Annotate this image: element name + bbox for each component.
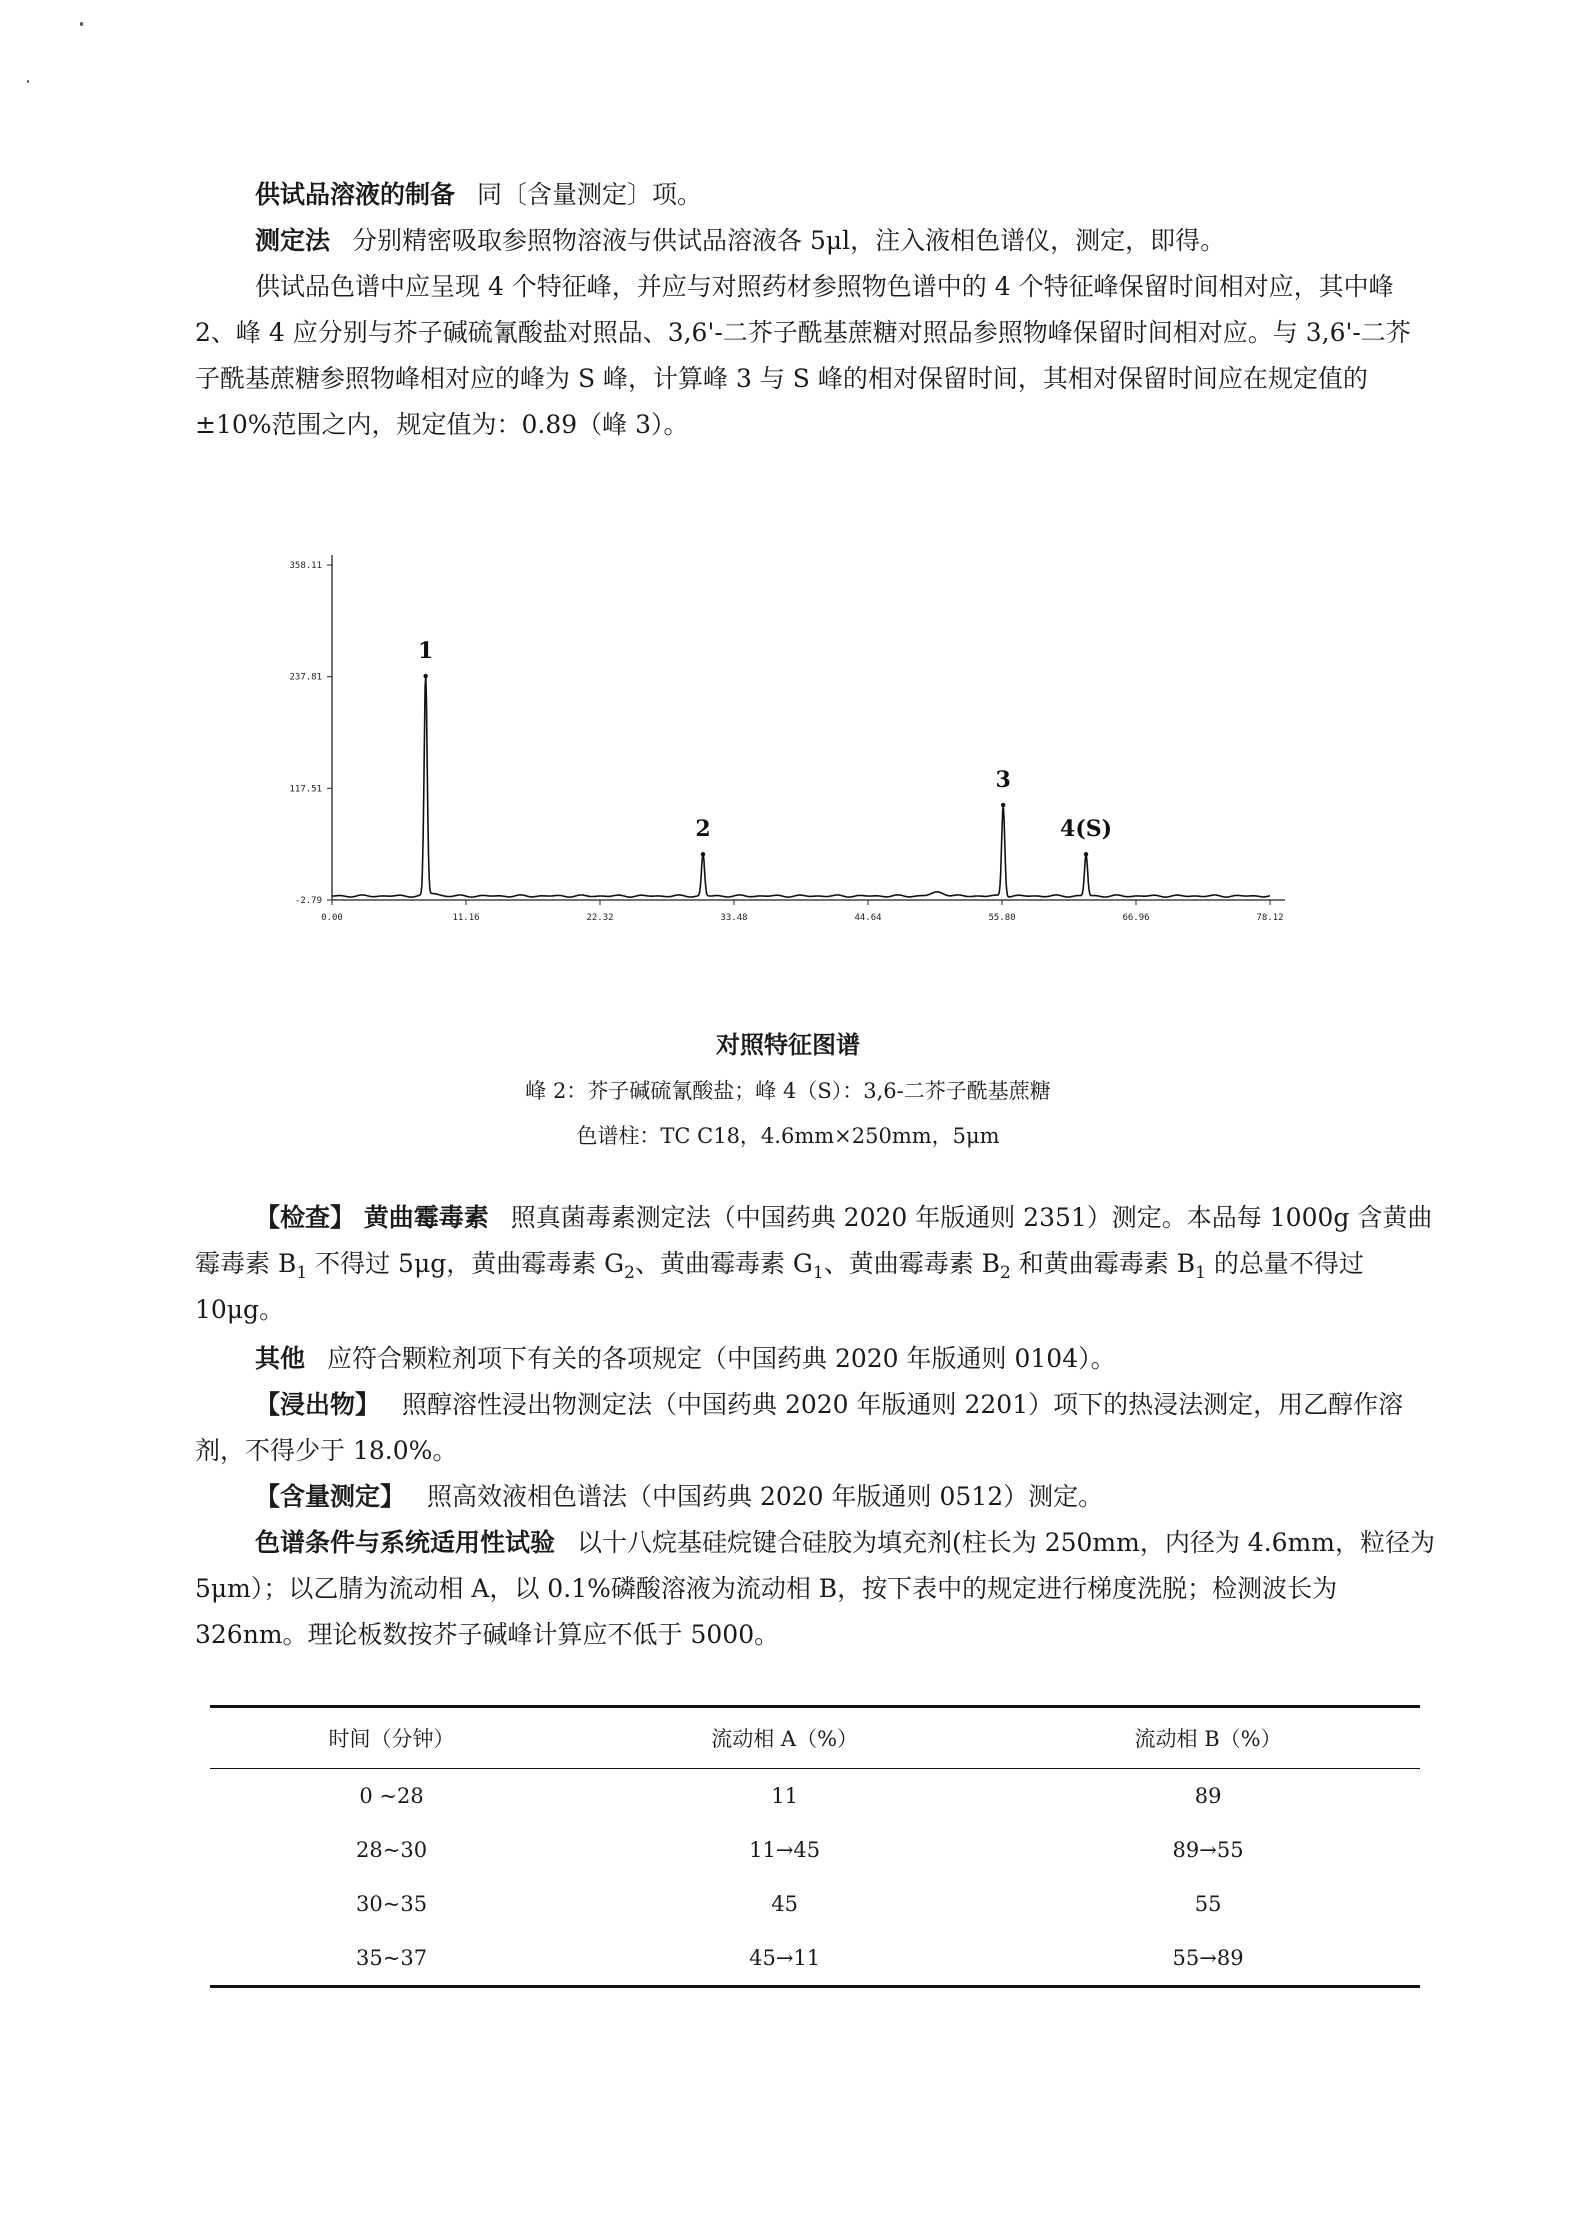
chromatogram-trace (332, 675, 1270, 897)
requirement-paragraph: 供试品色谱中应呈现 4 个特征峰，并应与对照药材参照物色谱中的 4 个特征峰保留时间相对应，其中峰 2、峰 4 应分别与芥子碱硫氰酸盐对照品、3,6'-二芥子酰基蔗糖对照品参照物峰保留时间相对应。与 3,6'-二芥子酰基蔗糖参照物峰相对应的峰为 S 峰，计算峰 3 与 S 峰的相对保留时间，其相对保留时间应在规定值的±10%范围之内，规定值为：0.89（峰 3）。 (195, 272, 1411, 439)
prep-paragraph (195, 172, 1435, 218)
method-heading: 测定法 (255, 226, 331, 255)
table-cell: 89→55 (1172, 1838, 1244, 1862)
subscript: 1 (1195, 1263, 1206, 1283)
chromatogram-chart (270, 545, 1400, 945)
check-text: 照真菌毒素测定法（中国药典 2020 年版通则 2351）测定。本品每 1000g 含黄曲霉毒素 B (195, 1203, 1433, 1278)
table-cell: 55→89 (1172, 1946, 1244, 1970)
peak-apex-marker (1001, 803, 1005, 807)
other-text: 应符合颗粒剂项下有关的各项规定（中国药典 2020 年版通则 0104）。 (327, 1344, 1116, 1373)
table-cell: 11 (771, 1784, 798, 1808)
figure-column-note: 色谱柱：TC C18，4.6mm×250mm，5μm (576, 1124, 1000, 1148)
check-text: 、黄曲霉毒素 G (634, 1249, 813, 1278)
figure-title: 对照特征图谱 (716, 1031, 860, 1059)
peak-label: 3 (995, 767, 1011, 794)
scan-speck (80, 22, 83, 26)
x-tick-label: 66.96 (1122, 913, 1150, 923)
prep-heading: 供试品溶液的制备 (255, 180, 456, 209)
check-paragraph (195, 1195, 1435, 1333)
y-tick-label: 237.81 (289, 672, 322, 683)
table-cell: 45 (771, 1892, 798, 1916)
assay-paragraph (195, 1474, 1435, 1520)
table-cell: 28~30 (356, 1838, 428, 1862)
check-text: 、黄曲霉毒素 B (823, 1249, 1001, 1278)
table-cell: 89 (1194, 1784, 1222, 1808)
peak-label: 1 (417, 638, 434, 665)
x-tick-label: 11.16 (452, 913, 480, 923)
x-tick-label: 44.64 (854, 913, 882, 923)
method-text: 分别精密吸取参照物溶液与供试品溶液各 5μl，注入液相色谱仪，测定，即得。 (352, 226, 1226, 255)
y-tick-label: -2.79 (294, 896, 322, 906)
conditions-heading: 色谱条件与系统适用性试验 (255, 1528, 556, 1557)
table-header-cell: 流动相 B（%） (1134, 1727, 1282, 1751)
y-tick-label: 358.11 (289, 561, 322, 571)
table-cell: 55 (1194, 1892, 1222, 1916)
x-tick-label: 33.48 (720, 913, 748, 923)
method-paragraph (195, 218, 1435, 264)
check-text: 的总量不得过 10μg。 (195, 1249, 1364, 1324)
x-tick-label: 22.32 (586, 913, 614, 923)
subscript: 2 (1000, 1263, 1011, 1283)
gradient-table (210, 1705, 1420, 1988)
prep-text: 同〔含量测定〕项。 (477, 180, 703, 209)
extract-paragraph (195, 1382, 1435, 1474)
peak-apex-marker (423, 674, 427, 678)
table-cell: 45→11 (749, 1946, 821, 1970)
table-row (210, 1823, 1420, 1877)
peak-label: 4(S) (1060, 816, 1113, 843)
x-tick-label: 55.80 (988, 913, 1016, 923)
extract-heading: 【浸出物】 (255, 1390, 381, 1419)
table-row (210, 1769, 1420, 1824)
conditions-text: 以十八烷基硅烷键合硅胶为填充剂(柱长为 250mm，内径为 4.6mm，粒径为 5μm）；以乙腈为流动相 A，以 0.1%磷酸溶液为流动相 B，按下表中的规定进行梯度洗脱；检测波长为 326nm。理论板数按芥子碱峰计算应不低于 5000。 (195, 1528, 1435, 1649)
table-cell: 30~35 (356, 1892, 428, 1916)
conditions-paragraph (195, 1520, 1435, 1658)
check-text: 不得过 5μg，黄曲霉毒素 G (307, 1249, 625, 1278)
table-cell: 35~37 (356, 1946, 428, 1970)
table-header-cell: 流动相 A（%） (711, 1727, 859, 1751)
subscript: 1 (296, 1263, 308, 1283)
peak-label: 2 (695, 816, 711, 843)
subscript: 2 (624, 1263, 635, 1283)
check-text: 和黄曲霉毒素 B (1010, 1249, 1196, 1278)
table-cell: 11→45 (749, 1838, 821, 1862)
other-heading: 其他 (255, 1344, 306, 1373)
assay-heading: 【含量测定】 (255, 1482, 406, 1511)
y-tick-label: 117.51 (289, 784, 322, 795)
check-heading: 【检查】 黄曲霉毒素 (255, 1203, 489, 1232)
extract-text: 照醇溶性浸出物测定法（中国药典 2020 年版通则 2201）项下的热浸法测定，用乙醇作溶剂，不得少于 18.0%。 (195, 1390, 1404, 1465)
peak-apex-marker (1084, 852, 1088, 856)
subscript: 1 (812, 1263, 824, 1283)
scan-speck (27, 80, 29, 83)
table-row (210, 1877, 1420, 1931)
table-header-cell: 时间（分钟） (328, 1727, 455, 1751)
figure-peaks-note: 峰 2：芥子碱硫氰酸盐；峰 4（S）：3,6-二芥子酰基蔗糖 (525, 1079, 1051, 1103)
other-paragraph (195, 1336, 1435, 1382)
chart-peaks (418, 638, 1112, 856)
table-cell: 0 ~28 (359, 1784, 424, 1808)
table-row (210, 1931, 1420, 1987)
assay-text: 照高效液相色谱法（中国药典 2020 年版通则 0512）测定。 (427, 1482, 1104, 1511)
table-header-row (210, 1707, 1420, 1769)
x-tick-label: 0.00 (321, 913, 343, 923)
chart-ticks (289, 561, 1283, 923)
chart-axes (332, 555, 1285, 900)
x-tick-label: 78.12 (1256, 913, 1284, 923)
peak-apex-marker (701, 852, 705, 856)
